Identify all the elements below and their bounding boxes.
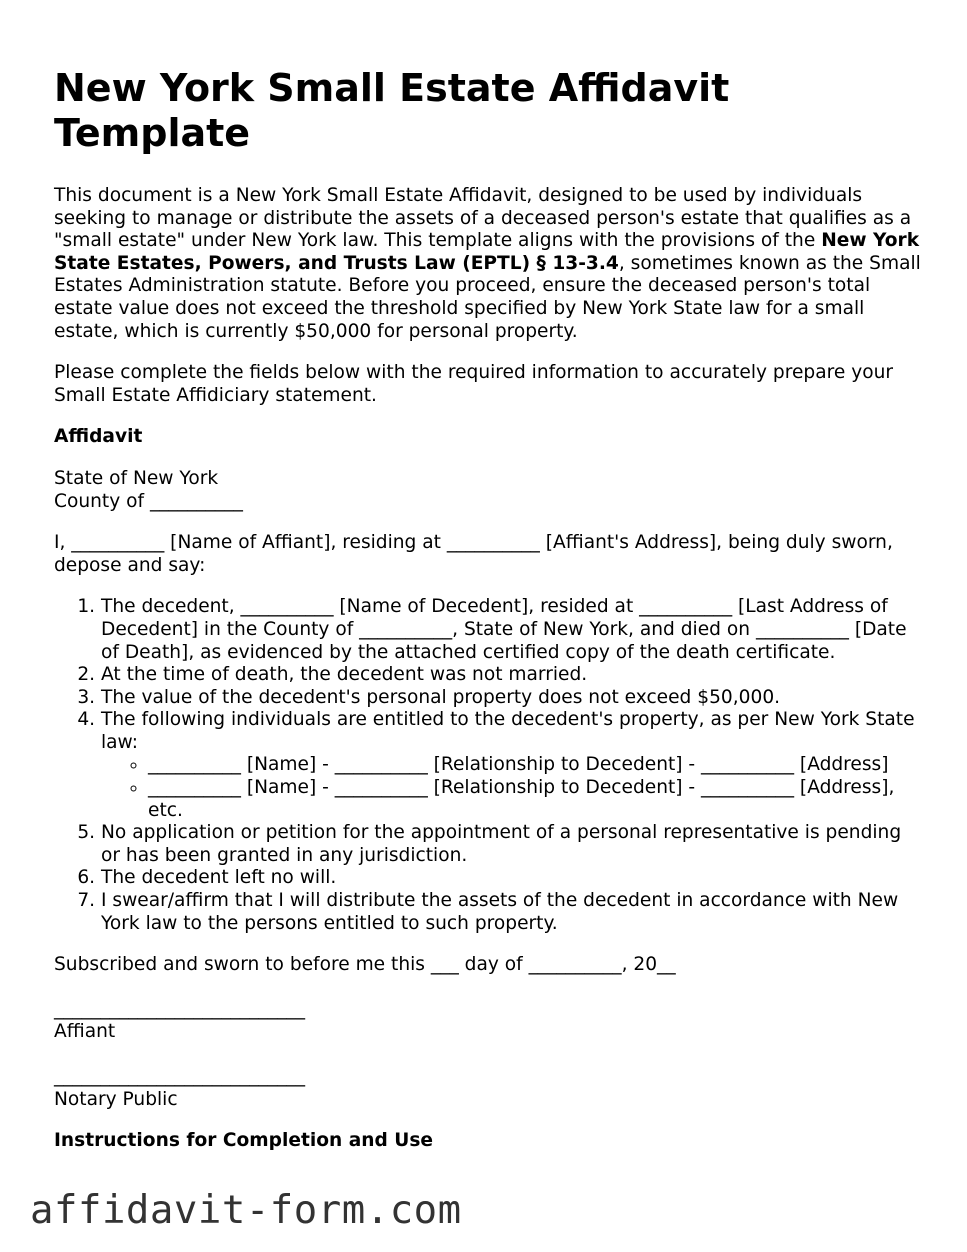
instructions-paragraph: Please complete the fields below with the required information to accurately prepare your Small Estate Affidiciary statement.	[54, 362, 893, 406]
affidavit-statements-list	[54, 596, 924, 935]
affiant-signature-block	[54, 999, 924, 1044]
intro-text-part1: This document is a New York Small Estate Affidavit, designed to be used by individuals seeking to manage or distribute the assets of a deceased person's estate that qualifies as a "small estate" under New York law. This template aligns with the provisions of the	[54, 185, 912, 252]
jurat-line: Subscribed and sworn to before me this ___ day of __________, 20__	[54, 954, 676, 976]
list-item: 3. The value of the decedent's personal property does not exceed $50,000.	[101, 687, 924, 710]
document-page	[54, 66, 924, 1172]
watermark-text: affidavit-form.com	[30, 1188, 462, 1233]
affiant-signature-line: ___________________________	[54, 998, 306, 1020]
intro-paragraph	[54, 185, 924, 343]
oath-paragraph: I, __________ [Name of Affiant], residing at __________ [Affiant's Address], being duly sworn, depose and say:	[54, 532, 893, 576]
list-item: 1. The decedent, __________ [Name of Decedent], resided at __________ [Last Address of Decedent] in the County of __________, State of New York, and died on __________ [Date of Death], as evidenced by the attached certified copy of the death certificate.	[101, 596, 924, 664]
list-item-text: The following individuals are entitled to the decedent's property, as per New York State law:	[101, 709, 915, 753]
affidavit-heading: Affidavit	[54, 426, 143, 448]
list-item	[101, 709, 924, 822]
beneficiary-item: ◦ __________ [Name] - __________ [Relationship to Decedent] - __________ [Address], etc.	[148, 777, 924, 822]
intro-text-part2: , sometimes known as the Small Estates Administration statute. Before you proceed, ensure the deceased person's total estate value does not exceed the threshold specified by New York State law for a small estate, which is currently $50,000 for personal property.	[54, 252, 921, 342]
list-item: 2. At the time of death, the decedent was not married.	[101, 664, 924, 687]
notary-label: Notary Public	[54, 1088, 178, 1110]
notary-signature-line: ___________________________	[54, 1066, 306, 1087]
instructions-heading: Instructions for Completion and Use	[54, 1130, 434, 1152]
affiant-label: Affiant	[54, 1021, 116, 1043]
page-title: New York Small Estate Affidavit Template	[54, 66, 730, 155]
statute-reference: New York State Estates, Powers, and Trusts Law (EPTL) § 13-3.4	[54, 230, 920, 274]
beneficiaries-list	[101, 754, 924, 822]
venue-block	[54, 468, 924, 513]
venue-county: County of __________	[54, 490, 243, 512]
venue-state: State of New York	[54, 467, 219, 489]
beneficiary-item: ◦ __________ [Name] - __________ [Relationship to Decedent] - __________ [Address]	[148, 754, 924, 777]
list-item: 6. The decedent left no will.	[101, 867, 924, 890]
notary-signature-block	[54, 1066, 924, 1111]
list-item: 5. No application or petition for the appointment of a personal representative is pending or has been granted in any jurisdiction.	[101, 822, 924, 867]
list-item: 7. I swear/affirm that I will distribute the assets of the decedent in accordance with New York law to the persons entitled to such property.	[101, 890, 924, 935]
